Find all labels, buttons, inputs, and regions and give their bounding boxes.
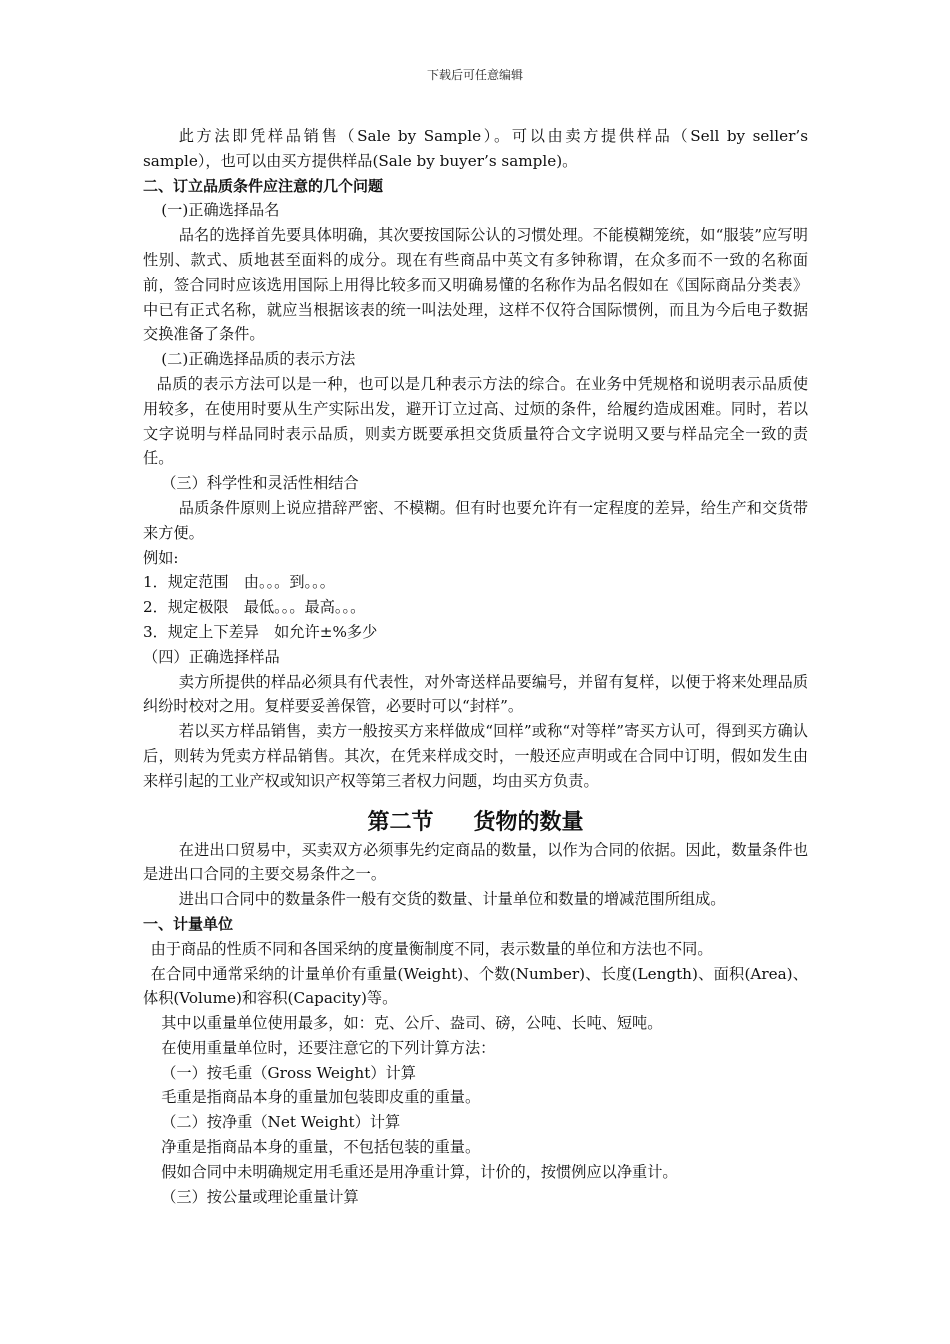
paragraph-quality-method: 品质的表示方法可以是一种，也可以是几种表示方法的综合。在业务中凭规格和说明表示品质使用较多，在使用时要从生产实际出发，避开订立过高、过烦的条件，给履约造成困难。同时，若以文字说明与样品同时表示品质，则卖方既要承担交货质量符合文字说明又要与样品完全一致的责任。: [143, 374, 808, 468]
paragraph-units-4: 在使用重量单位时，还要注意它的下列计算方法：: [161, 1038, 496, 1057]
subheading-quality-method: (二)正确选择品质的表示方法: [161, 350, 356, 369]
subheading-net-weight: （二）按净重（Net Weight）计算: [161, 1113, 401, 1132]
paragraph-gross-weight: 毛重是指商品本身的重量加包装即皮重的重量。: [161, 1088, 481, 1107]
paragraph-product-name: 品名的选择首先要具体明确，其次要按国际公认的习惯处理。不能模糊笼统，如“服装”应写明性别、款式、质地甚至面料的成分。现在有些商品中英文有多钟称谓，在众多而不一致的名称面前，签合同时应该选用国际上用得比较多而又明确易懂的名称作为品名假如在《国际商品分类表》中已有正式名称，就应当根据该表的统一叫法处理，这样不仅符合国际惯例，而且为今后电子数据交换准备了条件。: [143, 226, 808, 344]
paragraph-quantity-intro: 在进出口贸易中，买卖双方必须事先约定商品的数量，以作为合同的依据。因此，数量条件也是进出口合同的主要交易条件之一。: [143, 840, 808, 884]
paragraph-quantity-terms: 进出口合同中的数量条件一般有交货的数量、计量单位和数量的增减范围所组成。: [178, 890, 726, 909]
page-header: 下载后可任意编辑: [426, 68, 523, 82]
list-item: 2．规定极限 最低。。。最高。。。: [143, 598, 366, 617]
section-title: [143, 808, 808, 838]
paragraph-units-3: 其中以重量单位使用最多，如：克、公斤、盎司、磅，公吨、长吨、短吨。: [161, 1014, 663, 1033]
heading-units: 一、计量单位: [143, 914, 234, 933]
paragraph-buyer-sample: 若以买方样品销售，卖方一般按买方来样做成“回样”或称“对等样”寄买方认可，得到买方确认后，则转为凭卖方样品销售。其次，在凭来样成交时，一般还应声明或在合同中订明，假如发生由来样引起的工业产权或知识产权等第三者权力问题，均由买方负责。: [143, 722, 808, 790]
section-number: 第二节: [367, 809, 434, 835]
paragraph-units-2: 在合同中通常采纳的计量单价有重量(Weight)、个数(Number)、长度(Length)、面积(Area)、体积(Volume)和容积(Capacity)等。: [143, 964, 808, 1008]
heading-quality-issues: 二、订立品质条件应注意的几个问题: [143, 176, 384, 195]
subheading-flexibility: （三）科学性和灵活性相结合: [161, 474, 359, 493]
subheading-product-name: (一)正确选择品名: [161, 201, 280, 220]
subheading-sample-choice: （四）正确选择样品: [143, 647, 280, 666]
example-label: 例如:: [143, 548, 179, 567]
subheading-gross-weight: （一）按毛重（Gross Weight）计算: [161, 1063, 416, 1082]
paragraph-net-weight-1: 净重是指商品本身的重量，不包括包装的重量。: [161, 1138, 481, 1157]
section-name: 货物的数量: [473, 809, 584, 835]
paragraph-sample-sale: 此方法即凭样品销售（Sale by Sample）。可以由卖方提供样品（Sell by seller’s sample），也可以由买方提供样品(Sale by buyer’s sample)。: [143, 127, 808, 170]
list-item: 3．规定上下差异 如允许±%多少: [143, 622, 378, 641]
paragraph-sample-choice: 卖方所提供的样品必须具有代表性，对外寄送样品要编号，并留有复样，以便于将来处理品质纠纷时校对之用。复样要妥善保管，必要时可以“封样”。: [143, 672, 808, 716]
document-body: [143, 124, 808, 1209]
paragraph-net-weight-2: 假如合同中未明确规定用毛重还是用净重计算，计价的，按惯例应以净重计。: [161, 1162, 678, 1181]
paragraph-units-1: 由于商品的性质不同和各国采纳的度量衡制度不同，表示数量的单位和方法也不同。: [150, 939, 713, 958]
paragraph-flexibility: 品质条件原则上说应措辞严密、不模糊。但有时也要允许有一定程度的差异，给生产和交货带来方便。: [143, 498, 808, 542]
subheading-theoretical-weight: （三）按公量或理论重量计算: [161, 1187, 359, 1206]
list-item: 1．规定范围 由。。。到。。。: [143, 573, 335, 592]
